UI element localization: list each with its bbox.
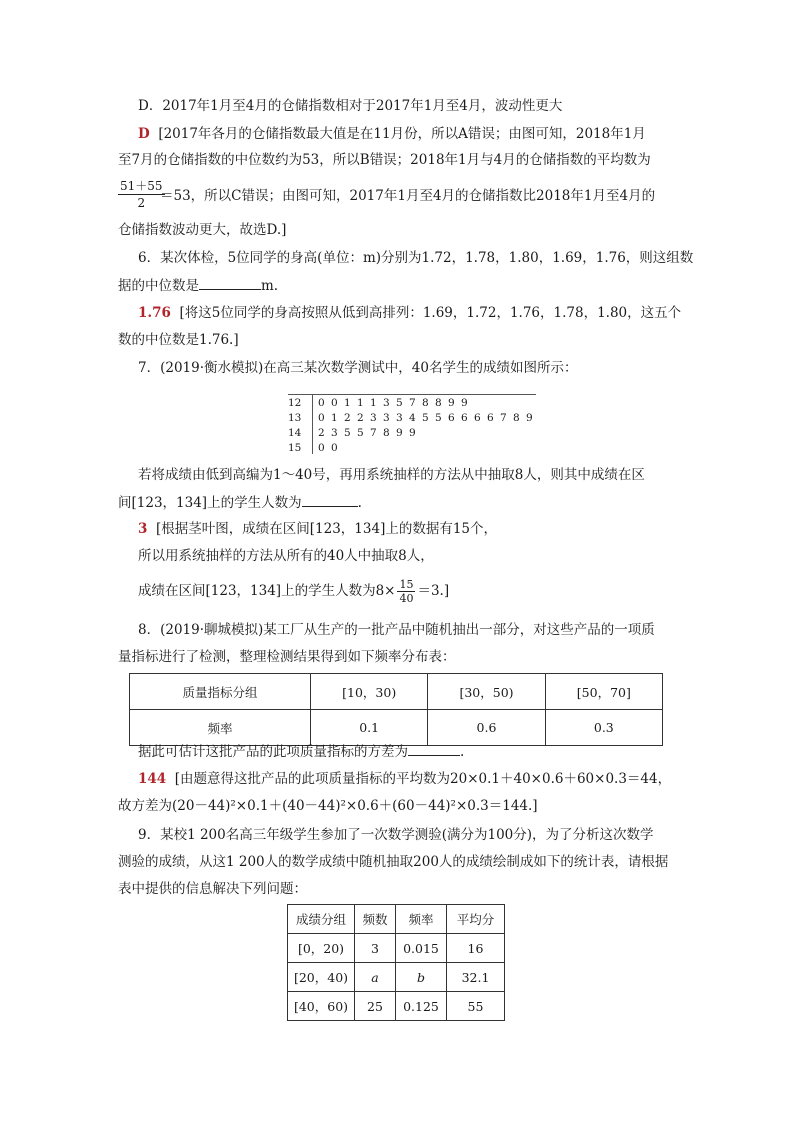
table-cell: 32.1 [447,963,505,992]
q8-question-line-2: 量指标进行了检测，整理检测结果得到如下频率分布表： [118,649,456,665]
table-cell: 55 [447,992,505,1021]
leaf-digit: 5 [357,427,364,439]
stem-leaf-row [288,426,422,441]
leaf-digit: 0 [318,442,325,454]
q8-answer: 144 [138,771,167,787]
q7-question-line-3 [118,492,362,513]
q7-solution-line-1 [138,519,497,539]
leaf-digit: 8 [383,427,390,439]
leaf-digit: 5 [344,427,351,439]
leaf-digit: 1 [357,397,364,409]
leaf-digit: 7 [500,412,507,424]
leaf-digit: 2 [318,427,325,439]
q7-fraction [397,578,415,605]
q6-answer: 1.76 [138,305,171,321]
leaf-digit: 0 [318,397,325,409]
leaf-digit: 5 [422,412,429,424]
q7-question-line-2: 若将成绩由低到高编为1～40号，再用系统抽样的方法从中抽取8人，则其中成绩在区 [138,467,645,483]
q8-period: . [460,744,465,760]
leaf-digit: 7 [370,427,377,439]
q8-answer-blank [408,741,460,756]
leaf-digit: 9 [409,427,416,439]
q7-fraction-denominator: 40 [399,592,414,605]
q6-answer-blank [199,275,261,290]
stem-value: 12 [288,397,302,409]
leaf-digit: 6 [487,412,494,424]
q7-solution-text-1: [根据茎叶图，成绩在区间[123，134]上的数据有15个， [156,521,498,537]
leaf-digit: 9 [461,397,468,409]
table-row [130,674,663,710]
score-statistics-table [287,904,505,1021]
q6-solution-line-2: 数的中位数是1.76.] [118,332,239,348]
table-row [288,963,505,992]
q7-solution-line-2: 所以用系统抽样的方法从所有的40人中抽取8人， [138,548,434,564]
leaf-digit: 8 [435,397,442,409]
table-cell: 0.1 [311,710,428,746]
q6-solution-text-1: [将这5位同学的身高按照从低到高排列：1.69，1.72，1.76，1.78，1.80，这五个 [179,305,682,321]
q5-solution-text-1: [2017年各月的仓储指数最大值是在11月份，所以A错误；由图可知，2018年1月 [158,126,646,142]
table-cell: 频率 [130,710,311,746]
leaf-digit: 6 [461,412,468,424]
q9-question-line-1: 9．某校1 200名高三年级学生参加了一次数学测验(满分为100分)，为了分析这次数学 [138,827,654,843]
table-header-cell: 频数 [355,905,396,934]
stem-value: 15 [288,442,302,454]
stem-leaf-row [288,396,474,411]
table-cell: 3 [355,934,396,963]
leaf-digit: 9 [526,412,533,424]
q7-solution-text-3: 成绩在区间[123，134]上的学生人数为8× [138,583,396,599]
leaf-digit: 8 [422,397,429,409]
table-header-cell: 成绩分组 [288,905,355,934]
leaf-digit: 5 [435,412,442,424]
q5-solution-line-3: ＝53，所以C错误；由图可知，2017年1月至4月的仓储指数比2018年1月至4月的 [160,188,656,204]
q8-solution-line-2: 故方差为(20－44)²×0.1＋(40－44)²×0.6＋(60－44)²×0.3＝144.] [118,798,538,814]
q7-answer-blank [302,492,358,507]
frequency-distribution-table [129,673,663,746]
table-cell: b [396,963,447,992]
q9-question-line-3: 表中提供的信息解决下列问题： [118,881,307,897]
q6-question-line-1: 6．某次体检，5位同学的身高(单位：m)分别为1.72，1.78，1.80，1.69，1.76，则这组数 [138,250,694,266]
table-cell: 0.015 [396,934,447,963]
leaf-digit: 1 [331,412,338,424]
table-header-cell: 频率 [396,905,447,934]
stem-value: 14 [288,427,302,439]
q6-unit: m. [261,278,279,294]
q8-solution-line-1 [138,769,671,789]
q8-question-line-3 [138,741,464,762]
leaf-digit: 3 [396,412,403,424]
q9-question-line-2: 测验的成绩，从这1 200人的数学成绩中随机抽取200人的成绩绘制成如下的统计表，请根据 [118,854,669,870]
q7-fraction-numerator: 15 [399,578,414,591]
q8-question-text-3: 据此可估计这批产品的此项质量指标的方差为 [138,744,408,760]
table-header-cell: 质量指标分组 [130,674,311,710]
leaf-digit: 6 [448,412,455,424]
table-header-cell: [50，70] [545,674,662,710]
q8-question-line-1: 8．(2019·聊城模拟)某工厂从生产的一批产品中随机抽出一部分，对这些产品的一项质 [138,622,655,638]
leaf-digit: 9 [396,427,403,439]
q5-fraction [118,178,165,211]
leaf-digit: 1 [370,397,377,409]
table-cell: 0.125 [396,992,447,1021]
table-cell: 16 [447,934,505,963]
q5-solution-line-1 [138,124,646,144]
q7-question-text-3: 间[123，134]上的学生人数为 [118,495,302,511]
q7-question-line-1: 7．(2019·衡水模拟)在高三某次数学测试中，40名学生的成绩如图所示： [138,360,578,376]
leaf-digit: 9 [448,397,455,409]
q7-answer: 3 [138,521,148,537]
table-cell: 25 [355,992,396,1021]
leaf-values [310,396,474,411]
leaf-digit: 3 [370,412,377,424]
q7-solution-text-3b: ＝3.] [417,583,450,599]
stem-value: 13 [288,412,302,424]
stem-leaf-row [288,411,539,426]
table-cell: [0，20) [288,934,355,963]
q6-solution-line-1 [138,303,681,323]
leaf-digit: 5 [396,397,403,409]
q5-solution-line-2: 至7月的仓储指数的中位数约为53，所以B错误；2018年1月与4月的仓储指数的平均数为 [118,152,651,168]
stem-leaf-top-rule [288,394,536,395]
q6-question-text-2: 据的中位数是 [118,278,199,294]
leaf-digit: 0 [331,442,338,454]
leaf-digit: 0 [318,412,325,424]
q5-fraction-numerator: 51＋55 [120,179,163,193]
leaf-digit: 3 [383,412,390,424]
q6-question-line-2 [118,275,278,296]
leaf-digit: 6 [474,412,481,424]
table-cell: [20，40) [288,963,355,992]
leaf-digit: 1 [344,397,351,409]
table-cell: [40，60) [288,992,355,1021]
table-cell: a [355,963,396,992]
leaf-digit: 4 [409,412,416,424]
table-cell: 0.3 [545,710,662,746]
table-header-cell: [30，50) [428,674,545,710]
leaf-digit: 0 [331,397,338,409]
table-header-cell: 平均分 [447,905,505,934]
leaf-values [310,411,539,426]
q5-solution-line-4: 仓储指数波动更大，故选D.] [118,222,287,238]
leaf-digit: 2 [344,412,351,424]
leaf-values [310,441,344,456]
leaf-values [310,426,422,441]
leaf-digit: 3 [383,397,390,409]
stem-leaf-row [288,441,344,456]
q5-option-d: D．2017年1月至4月的仓储指数相对于2017年1月至4月，波动性更大 [138,98,563,114]
leaf-digit: 3 [331,427,338,439]
table-header-cell: [10，30) [311,674,428,710]
q8-solution-text-1: [由题意得这批产品的此项质量指标的平均数为20×0.1＋40×0.6＋60×0.3＝44， [174,771,672,787]
q5-fraction-denominator: 2 [137,196,146,210]
leaf-digit: 8 [513,412,520,424]
q7-solution-line-3 [138,578,449,605]
table-row [288,992,505,1021]
table-row [288,934,505,963]
leaf-digit: 7 [409,397,416,409]
q7-period: . [357,495,362,511]
q5-answer: D [138,126,150,142]
table-row [288,905,505,934]
leaf-digit: 2 [357,412,364,424]
table-cell: 0.6 [428,710,545,746]
